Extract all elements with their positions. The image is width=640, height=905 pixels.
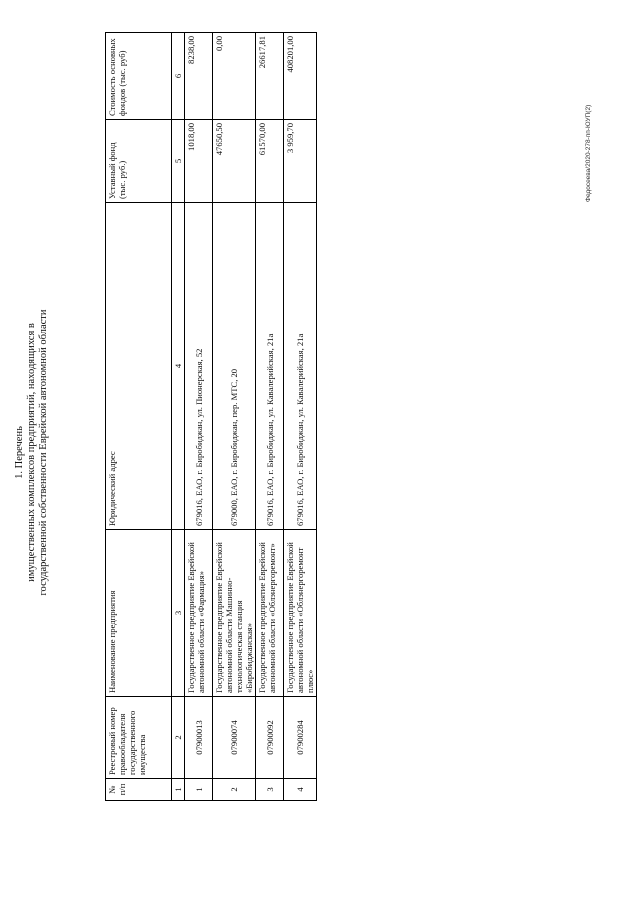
row-fixed-assets-cost: 8238,00 [185, 33, 213, 120]
heading-line-3: государственной собственности Еврейской автономной области [38, 309, 49, 596]
table-index-row [172, 33, 185, 801]
row-no: 2 [213, 779, 256, 801]
index-cell: 3 [172, 530, 185, 697]
row-legal-address: 679016, ЕАО, г. Биробиджан, ул. Кавалерийская, 21а [256, 203, 284, 530]
index-cell: 6 [172, 33, 185, 120]
row-no: 3 [256, 779, 284, 801]
table-row [185, 33, 213, 801]
row-registry-number: 07900284 [284, 697, 317, 779]
row-enterprise-name: Государственное предприятие Еврейской автономной области Машинно-технологическая станция «Биробиджанская» [213, 530, 256, 697]
heading-line-2: имущественных комплексов предприятий, находящихся в [26, 323, 37, 582]
row-no: 1 [185, 779, 213, 801]
header-charter-fund: Уставный фонд (тыс. руб.) [106, 120, 172, 203]
row-registry-number: 07900013 [185, 697, 213, 779]
document-stamp: Федосеева/2020-278-пп-ЮУП(2) [585, 104, 592, 202]
row-fixed-assets-cost: 0,00 [213, 33, 256, 120]
row-fixed-assets-cost: 408201,00 [284, 33, 317, 120]
row-legal-address: 679016, ЕАО, г. Биробиджан, ул. Пионерская, 52 [185, 203, 213, 530]
index-cell: 1 [172, 779, 185, 801]
table-row [256, 33, 284, 801]
row-fixed-assets-cost: 26617,81 [256, 33, 284, 120]
header-no: № п/п [106, 779, 172, 801]
row-charter-fund: 61570,00 [256, 120, 284, 203]
header-registry-number: Реестровый номер правообладателя государственного имущества [106, 697, 172, 779]
row-enterprise-name: Государственное предприятие Еврейской автономной области «Облэнергоремонт плюс» [284, 530, 317, 697]
row-enterprise-name: Государственное предприятие Еврейской автономной области «Облэнергоремонт» [256, 530, 284, 697]
row-legal-address: 679016, ЕАО, г. Биробиджан, ул. Кавалерийская, 21а [284, 203, 317, 530]
table-row [213, 33, 256, 801]
index-cell: 4 [172, 203, 185, 530]
index-cell: 2 [172, 697, 185, 779]
row-charter-fund: 3 959,70 [284, 120, 317, 203]
row-charter-fund: 47650,50 [213, 120, 256, 203]
header-enterprise-name: Наименование предприятия [106, 530, 172, 697]
row-enterprise-name: Государственное предприятие Еврейской автономной области «Фармация» [185, 530, 213, 697]
row-no: 4 [284, 779, 317, 801]
row-charter-fund: 1018,00 [185, 120, 213, 203]
row-legal-address: 679000, ЕАО, г. Биробиджан, пер. МТС, 20 [213, 203, 256, 530]
row-registry-number: 07900092 [256, 697, 284, 779]
enterprises-table [105, 32, 317, 801]
header-legal-address: Юридический адрес [106, 203, 172, 530]
table-header-row [106, 33, 172, 801]
header-fixed-assets-cost: Стоимость основных фондов (тыс. руб) [106, 33, 172, 120]
index-cell: 5 [172, 120, 185, 203]
heading-line-1: 1. Перечень [14, 426, 25, 479]
row-registry-number: 07900074 [213, 697, 256, 779]
table-row [284, 33, 317, 801]
